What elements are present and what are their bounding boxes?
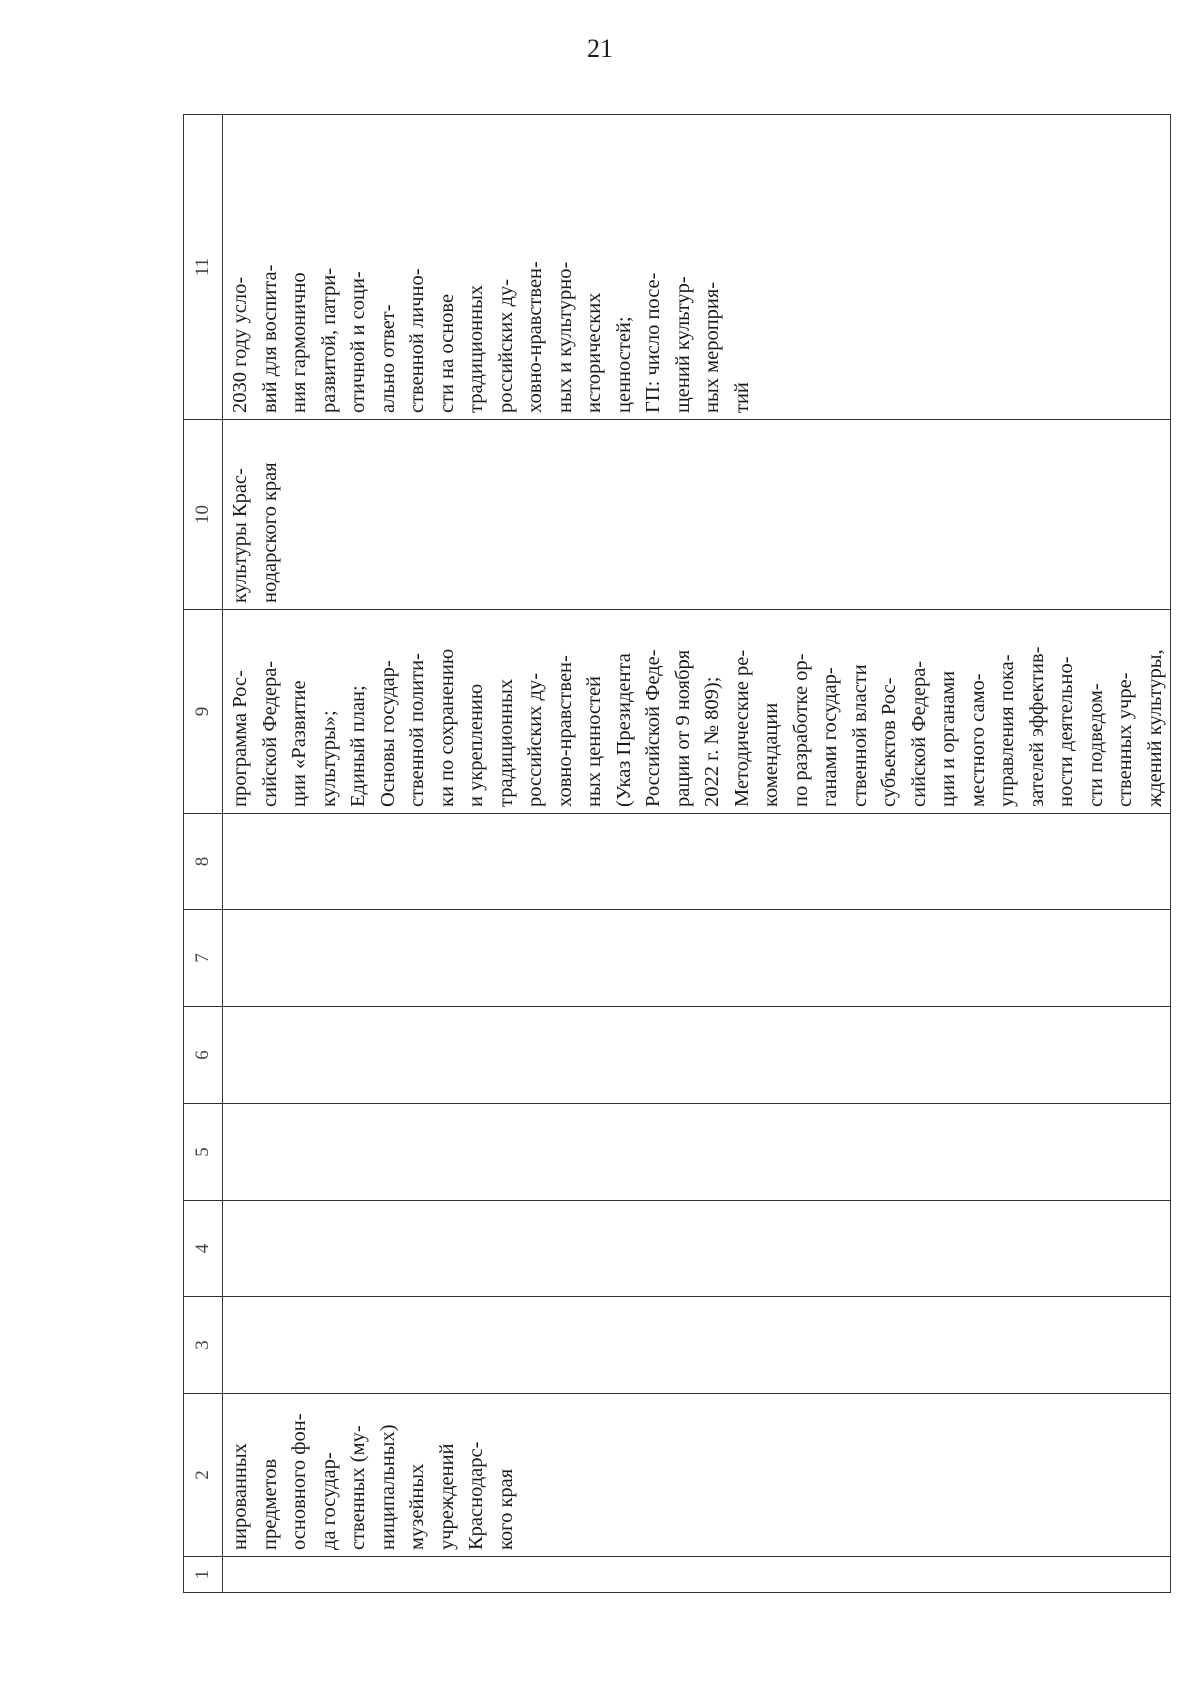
cell-col-1 — [223, 1557, 1171, 1593]
column-header-3: 3 — [184, 1297, 223, 1394]
cell-col-3 — [223, 1297, 1171, 1394]
cell-text — [223, 1557, 226, 1592]
cell-col-8 — [223, 814, 1171, 910]
column-header-10: 10 — [184, 420, 223, 610]
cell-text — [223, 1104, 226, 1200]
column-header-8: 8 — [184, 814, 223, 910]
table-row — [223, 115, 1171, 1593]
cell-text — [223, 1297, 226, 1393]
cell-col-10 — [223, 420, 1171, 610]
column-header-9: 9 — [184, 610, 223, 814]
column-header-11: 11 — [184, 115, 223, 420]
cell-text: нированных предметов основного фон- да государ- ственных (му- ниципальных) музейных учреждений Краснодарс- кого края — [229, 1413, 517, 1550]
column-header-4: 4 — [184, 1201, 223, 1297]
cell-text: программа Рос- сийской Федера- ции «Развитие культуры»; Единый план; Основы государ- ственной полити- ки по сохранению и укреплению традиционных российских ду- ховно-нравствен- ных ценностей (Указ Президента Российской Феде- рации от 9 ноября 2022 г. № 809); Методические ре- комендации по разработке ор- ганами государ- ственной власти субъектов Рос- сийской Федера- ции и органами местного само- управления пока- зателей эффектив- ности деятельно- сти подведом- ственных учре- ждений культуры, — [229, 646, 1166, 807]
cell-col-11 — [223, 115, 1171, 420]
rotated-table-frame — [183, 115, 1166, 1593]
cell-col-7 — [223, 910, 1171, 1007]
cell-col-2 — [223, 1394, 1171, 1557]
column-header-7: 7 — [184, 910, 223, 1007]
cell-col-6 — [223, 1007, 1171, 1104]
column-header-2: 2 — [184, 1394, 223, 1557]
column-header-5: 5 — [184, 1104, 223, 1201]
document-table — [183, 114, 1171, 1593]
page-number: 21 — [587, 34, 613, 63]
header-row — [184, 115, 223, 1593]
rotated-table — [183, 115, 1166, 1593]
cell-col-5 — [223, 1104, 1171, 1201]
cell-text — [223, 814, 226, 909]
cell-col-4 — [223, 1201, 1171, 1297]
cell-text — [223, 1201, 226, 1296]
cell-text: 2030 году усло- вий для воспита- ния гармонично развитой, патри- отичной и соци- ально ответ- ственной лично- сти на основе традиционных российских ду- ховно-нравствен- ных и культурно- исторических ценностей; ГП: число посе- щений культур- ных мероприя- тий — [229, 261, 753, 413]
column-header-6: 6 — [184, 1007, 223, 1104]
cell-text: культуры Крас- нодарского края — [229, 462, 281, 603]
cell-text — [223, 910, 226, 1006]
cell-col-9 — [223, 610, 1171, 814]
cell-text — [223, 1007, 226, 1103]
column-header-1: 1 — [184, 1557, 223, 1593]
